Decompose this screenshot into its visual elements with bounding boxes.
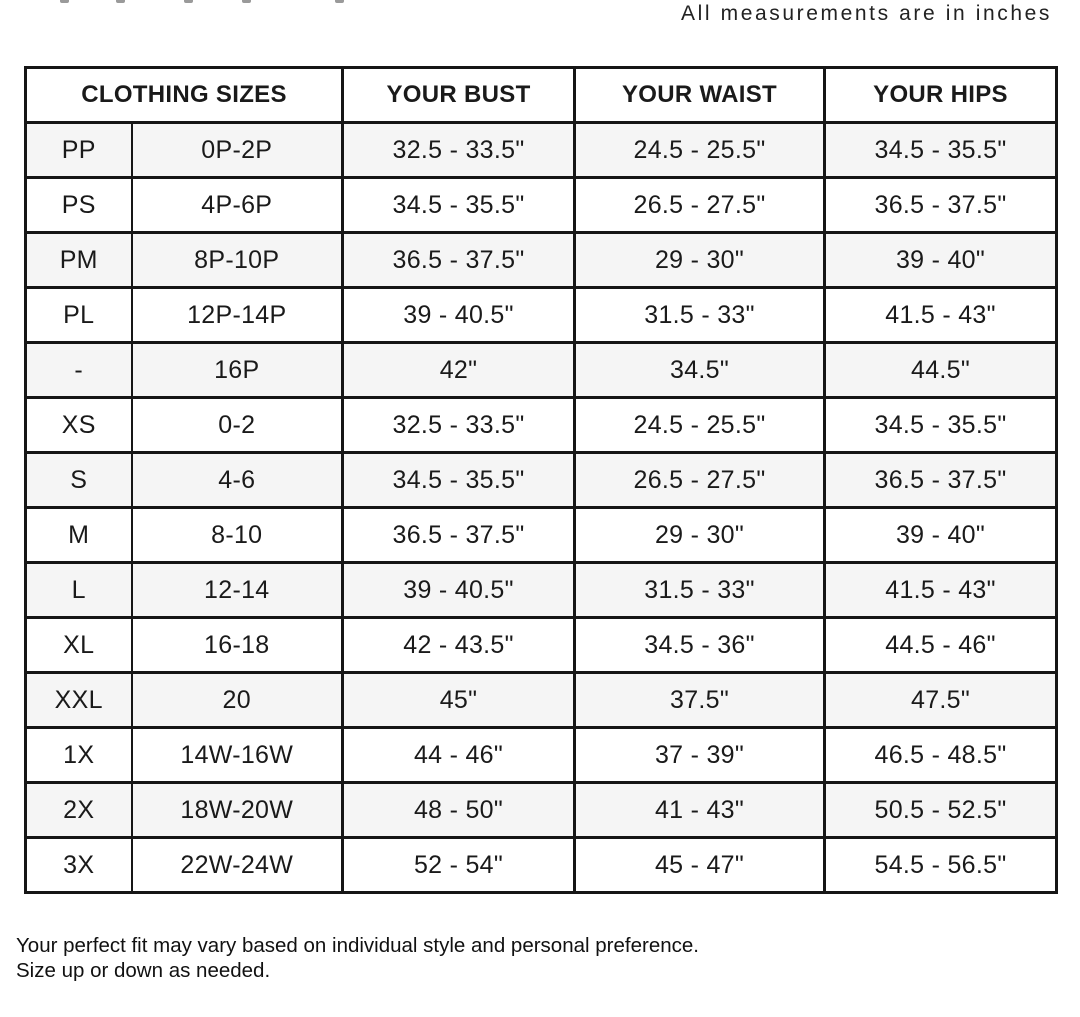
bust-cell: 34.5 - 35.5" [343,453,575,508]
size-label-cell: 2X [26,783,132,838]
size-label-cell: - [26,343,132,398]
size-range-cell: 22W-24W [132,838,343,893]
table-row [26,343,1057,398]
table-row [26,728,1057,783]
cropped-text-remnant [60,0,69,3]
table-row [26,673,1057,728]
size-range-cell: 20 [132,673,343,728]
size-label-cell: S [26,453,132,508]
size-range-cell: 4-6 [132,453,343,508]
bust-cell: 42" [343,343,575,398]
size-label-cell: L [26,563,132,618]
size-label-cell: 3X [26,838,132,893]
bust-cell: 36.5 - 37.5" [343,233,575,288]
table-row [26,123,1057,178]
hips-cell: 36.5 - 37.5" [825,453,1057,508]
hips-cell: 36.5 - 37.5" [825,178,1057,233]
size-label-cell: PM [26,233,132,288]
hips-cell: 39 - 40" [825,233,1057,288]
measurements-note: All measurements are in inches [681,2,1052,25]
hips-cell: 41.5 - 43" [825,563,1057,618]
waist-cell: 26.5 - 27.5" [575,453,825,508]
bust-cell: 48 - 50" [343,783,575,838]
cropped-text-remnant [335,0,344,3]
header-your-waist: YOUR WAIST [575,68,825,123]
waist-cell: 24.5 - 25.5" [575,398,825,453]
size-range-cell: 12P-14P [132,288,343,343]
bust-cell: 42 - 43.5" [343,618,575,673]
header-row [26,68,1057,123]
size-label-cell: PS [26,178,132,233]
size-chart-table [24,66,1058,894]
size-range-cell: 12-14 [132,563,343,618]
size-range-cell: 0-2 [132,398,343,453]
hips-cell: 39 - 40" [825,508,1057,563]
waist-cell: 31.5 - 33" [575,563,825,618]
waist-cell: 31.5 - 33" [575,288,825,343]
size-range-cell: 4P-6P [132,178,343,233]
size-range-cell: 16P [132,343,343,398]
size-label-cell: 1X [26,728,132,783]
table-row [26,398,1057,453]
size-label-cell: PL [26,288,132,343]
size-range-cell: 0P-2P [132,123,343,178]
bust-cell: 39 - 40.5" [343,288,575,343]
header-your-hips: YOUR HIPS [825,68,1057,123]
waist-cell: 29 - 30" [575,233,825,288]
size-label-cell: M [26,508,132,563]
waist-cell: 41 - 43" [575,783,825,838]
size-range-cell: 16-18 [132,618,343,673]
hips-cell: 50.5 - 52.5" [825,783,1057,838]
size-range-cell: 8-10 [132,508,343,563]
hips-cell: 46.5 - 48.5" [825,728,1057,783]
fit-disclaimer-line1: Your perfect fit may vary based on individual style and personal preference. [16,934,699,957]
size-range-cell: 8P-10P [132,233,343,288]
bust-cell: 36.5 - 37.5" [343,508,575,563]
size-label-cell: XL [26,618,132,673]
size-range-cell: 18W-20W [132,783,343,838]
table-row [26,178,1057,233]
bust-cell: 45" [343,673,575,728]
table-row [26,838,1057,893]
bust-cell: 32.5 - 33.5" [343,123,575,178]
hips-cell: 34.5 - 35.5" [825,123,1057,178]
hips-cell: 41.5 - 43" [825,288,1057,343]
fit-disclaimer-line2: Size up or down as needed. [16,959,271,982]
cropped-text-remnant [242,0,251,3]
table-row [26,453,1057,508]
waist-cell: 37.5" [575,673,825,728]
hips-cell: 54.5 - 56.5" [825,838,1057,893]
waist-cell: 34.5 - 36" [575,618,825,673]
table-row [26,618,1057,673]
header-your-bust: YOUR BUST [343,68,575,123]
bust-cell: 44 - 46" [343,728,575,783]
hips-cell: 44.5 - 46" [825,618,1057,673]
waist-cell: 29 - 30" [575,508,825,563]
size-label-cell: XS [26,398,132,453]
header-clothing-sizes: CLOTHING SIZES [26,68,343,123]
hips-cell: 44.5" [825,343,1057,398]
cropped-text-remnant [184,0,193,3]
cropped-text-remnant [116,0,125,3]
fit-disclaimer [16,933,699,983]
table-row [26,508,1057,563]
hips-cell: 34.5 - 35.5" [825,398,1057,453]
table-row [26,288,1057,343]
hips-cell: 47.5" [825,673,1057,728]
table-row [26,563,1057,618]
waist-cell: 34.5" [575,343,825,398]
waist-cell: 37 - 39" [575,728,825,783]
bust-cell: 32.5 - 33.5" [343,398,575,453]
waist-cell: 24.5 - 25.5" [575,123,825,178]
size-label-cell: XXL [26,673,132,728]
bust-cell: 39 - 40.5" [343,563,575,618]
waist-cell: 26.5 - 27.5" [575,178,825,233]
size-label-cell: PP [26,123,132,178]
waist-cell: 45 - 47" [575,838,825,893]
bust-cell: 34.5 - 35.5" [343,178,575,233]
size-range-cell: 14W-16W [132,728,343,783]
table-row [26,233,1057,288]
bust-cell: 52 - 54" [343,838,575,893]
table-row [26,783,1057,838]
